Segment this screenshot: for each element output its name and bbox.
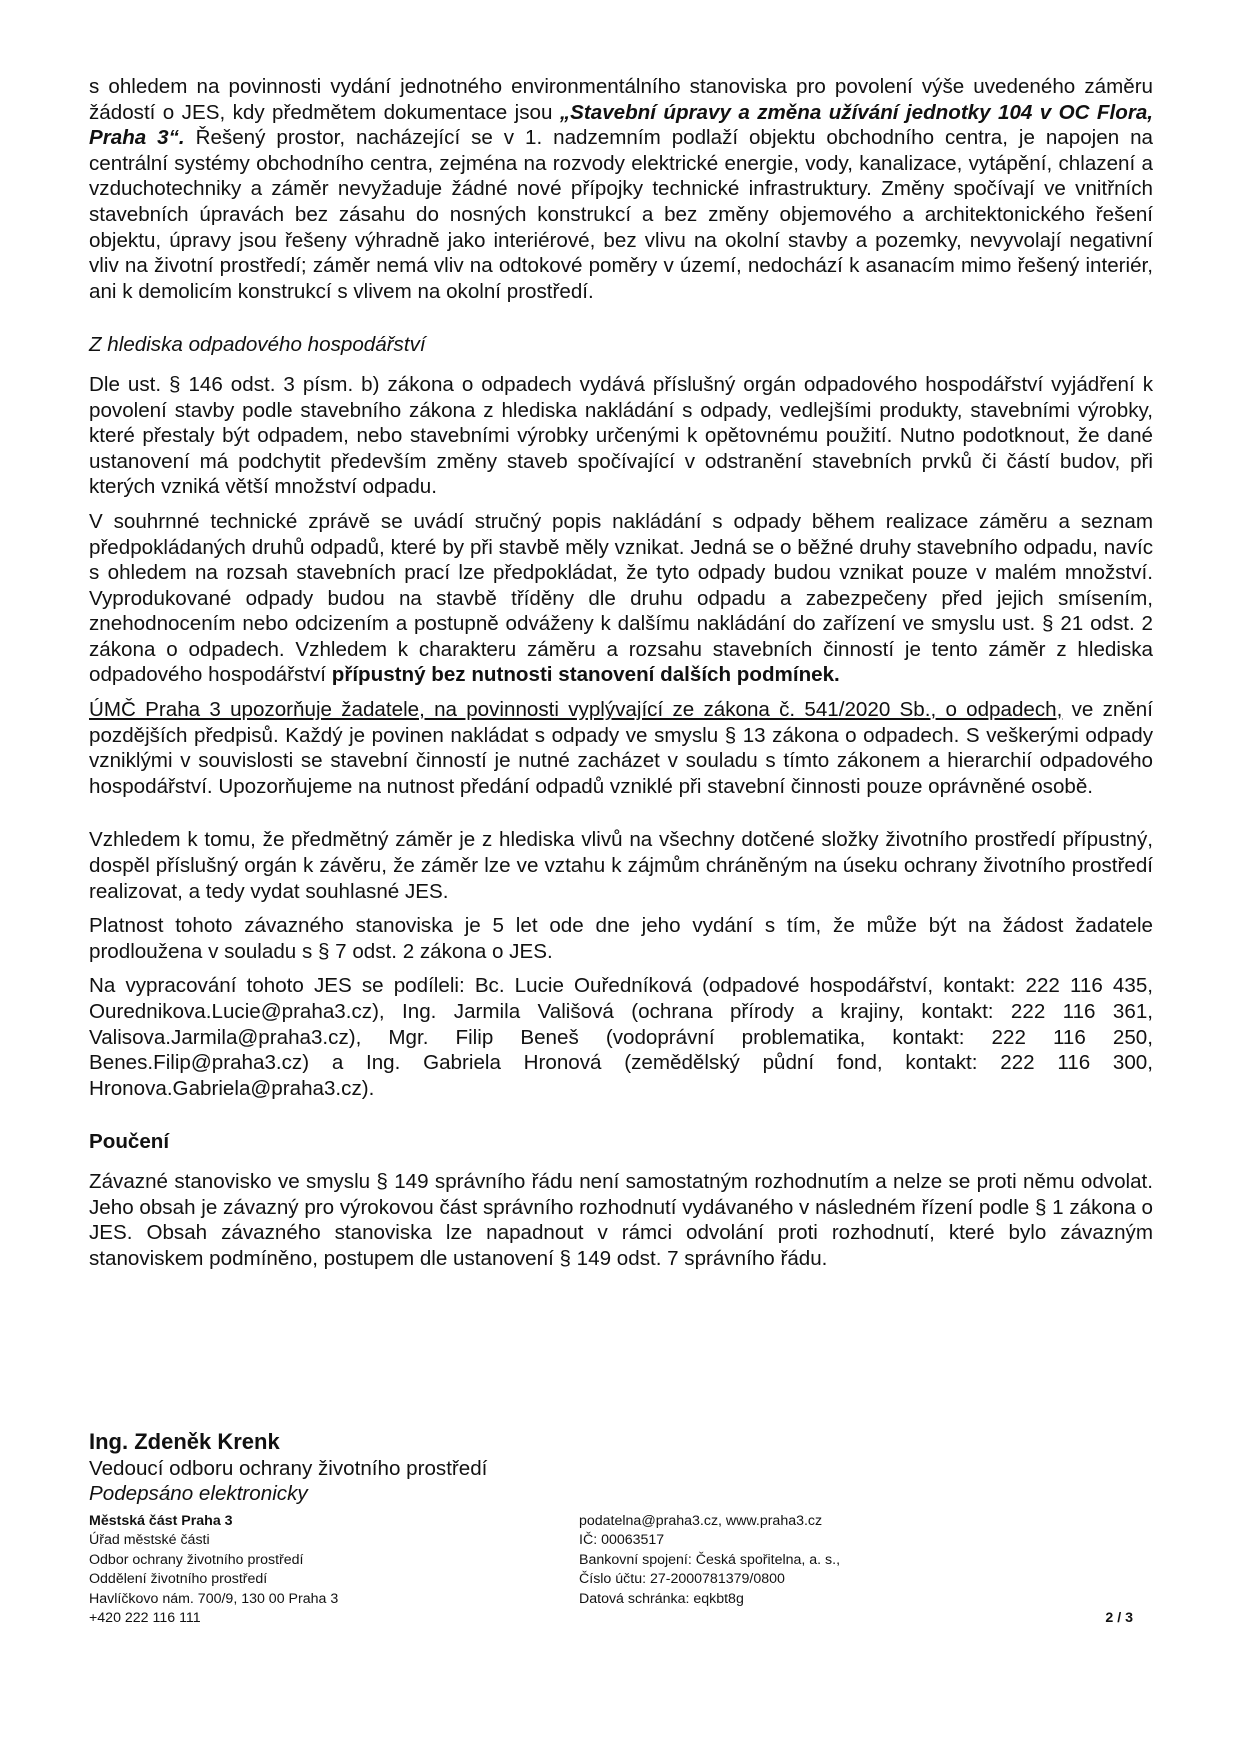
document-body bbox=[89, 74, 1153, 1271]
warning-underlined: ÚMČ Praha 3 upozorňuje žadatele, na povinnosti vyplývající ze zákona č. 541/2020 Sb., o odpadech, bbox=[89, 698, 1063, 722]
paragraph-conclusion: Vzhledem k tomu, že předmětný záměr je z hlediska vlivů na všechny dotčené složky životního prostředí přípustný, dospěl příslušný orgán k závěru, že záměr lze ve vztahu k zájmům chráněným na úseku ochrany životního prostředí realizovat, a tedy vydat souhlasné JES. bbox=[89, 828, 1153, 903]
footer bbox=[89, 1512, 1153, 1632]
footer-account: Číslo účtu: 27-2000781379/0800 bbox=[579, 1571, 785, 1588]
conclusion-bold: přípustný bez nutnosti stanovení dalších podmínek. bbox=[331, 663, 840, 687]
footer-org: Městská část Praha 3 bbox=[89, 1513, 233, 1529]
signatory-role: Vedoucí odboru ochrany životního prostředí bbox=[89, 1457, 488, 1480]
footer-address bbox=[89, 1512, 489, 1628]
paragraph-intro: s ohledem na povinnosti vydání jednotného environmentálního stanoviska pro povolení výše uvedeného záměru žádostí o JES, kdy předmětem dokumentace jsou „Stavební úpravy a změna užívání jednotky 104 v OC Flora, Praha 3“. Řešený prostor, nacházející se v 1. nadzemním podlaží objektu obchodního centra, je napojen na centrální systémy obchodního centra, zejména na rozvody elektrické energie, vody, kanalizace, vytápění, chlazení a vzduchotechniky a záměr nevyžaduje žádné nové přípojky technické infrastruktury. Změny spočívají ve vnitřních stavebních úpravách bez zásahu do nosných konstrukcí a bez změny objemového a architektonického řešení objektu, úpravy jsou řešeny výhradně jako interiérové, bez vlivu na okolní stavby a pozemky, nevyvolají negativní vliv na životní prostředí; záměr nemá vliv na odtokové poměry v území, nedochází k asanacím mimo řešený interiér, ani k demolicím konstrukcí s vlivem na okolní prostředí. bbox=[89, 75, 1154, 303]
footer-ico: IČ: 00063517 bbox=[579, 1532, 665, 1549]
signature-block bbox=[89, 1428, 487, 1506]
footer-line: Odbor ochrany životního prostředí bbox=[89, 1551, 304, 1568]
paragraph-waste-law: Dle ust. § 146 odst. 3 písm. b) zákona o odpadech vydává příslušný orgán odpadového hospodářství vyjádření k povolení stavby podle stavebního zákona z hlediska nakládání s odpady, vedlejšími produkty, stavebními výrobky, které přestaly být odpadem, nebo stavebními výrobky určenými k opětovnému použití. Nutno podotknout, že dané ustanovení má podchytit především změny staveb spočívající v odstranění stavebních prvků či částí budov, při kterých vzniká větší množství odpadu. bbox=[89, 372, 1153, 499]
heading-instruction: Poučení bbox=[89, 1130, 170, 1154]
heading-waste-management: Z hlediska odpadového hospodářství bbox=[89, 333, 426, 357]
paragraph-instruction: Závazné stanovisko ve smyslu § 149 správního řádu není samostatným rozhodnutím a nelze se proti němu odvolat. Jeho obsah je závazný pro výrokovou část správního rozhodnutí vydávaného v následném řízení podle § 1 zákona o JES. Obsah závazného stanoviska lze napadnout v rámci odvolání proti rozhodnutí, které bylo závazným stanoviskem podmíněno, postupem dle ustanovení § 149 odst. 7 správního řádu. bbox=[89, 1169, 1153, 1270]
footer-line: Oddělení životního prostředí bbox=[89, 1571, 268, 1588]
project-title: „Stavební úpravy a změna užívání jednotky 104 v OC Flora, Praha 3“. bbox=[89, 100, 1154, 150]
footer-line: Havlíčkovo nám. 700/9, 130 00 Praha 3 bbox=[89, 1590, 339, 1607]
footer-contacts bbox=[579, 1512, 979, 1609]
paragraph-contributors: Na vypracování tohoto JES se podíleli: Bc. Lucie Ouředníková (odpadové hospodářství, kontakt: 222 116 435, Ourednikova.Lucie@praha3.cz), Ing. Jarmila Vališová (ochrana přírody a krajiny, kontakt: 222 116 361, Valisova.Jarmila@praha3.cz), Mgr. Filip Beneš (vodoprávní problematika, kontakt: 222 116 250, Benes.Filip@praha3.cz) a Ing. Gabriela Hronová (zemědělský půdní fond, kontakt: 222 116 300, Hronova.Gabriela@praha3.cz). bbox=[89, 974, 1153, 1100]
paragraph-waste-report: V souhrnné technické zprávě se uvádí stručný popis nakládání s odpady během realizace záměru a seznam předpokládaných druhů odpadů, které by při stavbě měly vznikat. Jedná se o běžné druhy stavebního odpadu, navíc s ohledem na rozsah stavebních prací lze předpokládat, že tyto odpady budou vznikat pouze v malém množství. Vyprodukované odpady budou na stavbě tříděny dle druhu odpadu a zabezpečeny před jejich smísením, znehodnocením nebo odcizením a postupně odváženy k dalšímu nakládání do zařízení ve smyslu ust. § 21 odst. 2 zákona o odpadech. Vzhledem k charakteru záměru a rozsahu stavebních činností je tento záměr z hlediska odpadového hospodářství přípustný bez nutnosti stanovení dalších podmínek. bbox=[89, 509, 1153, 687]
paragraph-validity: Platnost tohoto závazného stanoviska je 5 let ode dne jeho vydání s tím, že může být na žádost žadatele prodloužena v souladu s § 7 odst. 2 zákona o JES. bbox=[89, 914, 1153, 963]
footer-bank: Bankovní spojení: Česká spořitelna, a. s., bbox=[579, 1551, 841, 1568]
footer-line: Úřad městské části bbox=[89, 1532, 210, 1549]
paragraph-warning: ÚMČ Praha 3 upozorňuje žadatele, na povinnosti vyplývající ze zákona č. 541/2020 Sb., o odpadech, ve znění pozdějších předpisů. Každý je povinen nakládat s odpady ve smyslu § 13 zákona o odpadech. S veškerými odpady vzniklými v souvislosti se stavební činností je nutné zacházet v souladu s tímto zákonem a hierarchií odpadového hospodářství. Upozorňujeme na nutnost předání odpadů vzniklé při stavební činnosti pouze oprávněné osobě. bbox=[89, 698, 1153, 798]
footer-phone: +420 222 116 111 bbox=[89, 1610, 201, 1627]
signatory-name: Ing. Zdeněk Krenk bbox=[89, 1429, 280, 1454]
signed-electronically: Podepsáno elektronicky bbox=[89, 1482, 308, 1505]
footer-email-web: podatelna@praha3.cz, www.praha3.cz bbox=[579, 1513, 823, 1529]
footer-databox: Datová schránka: eqkbt8g bbox=[579, 1590, 744, 1607]
page-number: 2 / 3 bbox=[1105, 1610, 1133, 1626]
